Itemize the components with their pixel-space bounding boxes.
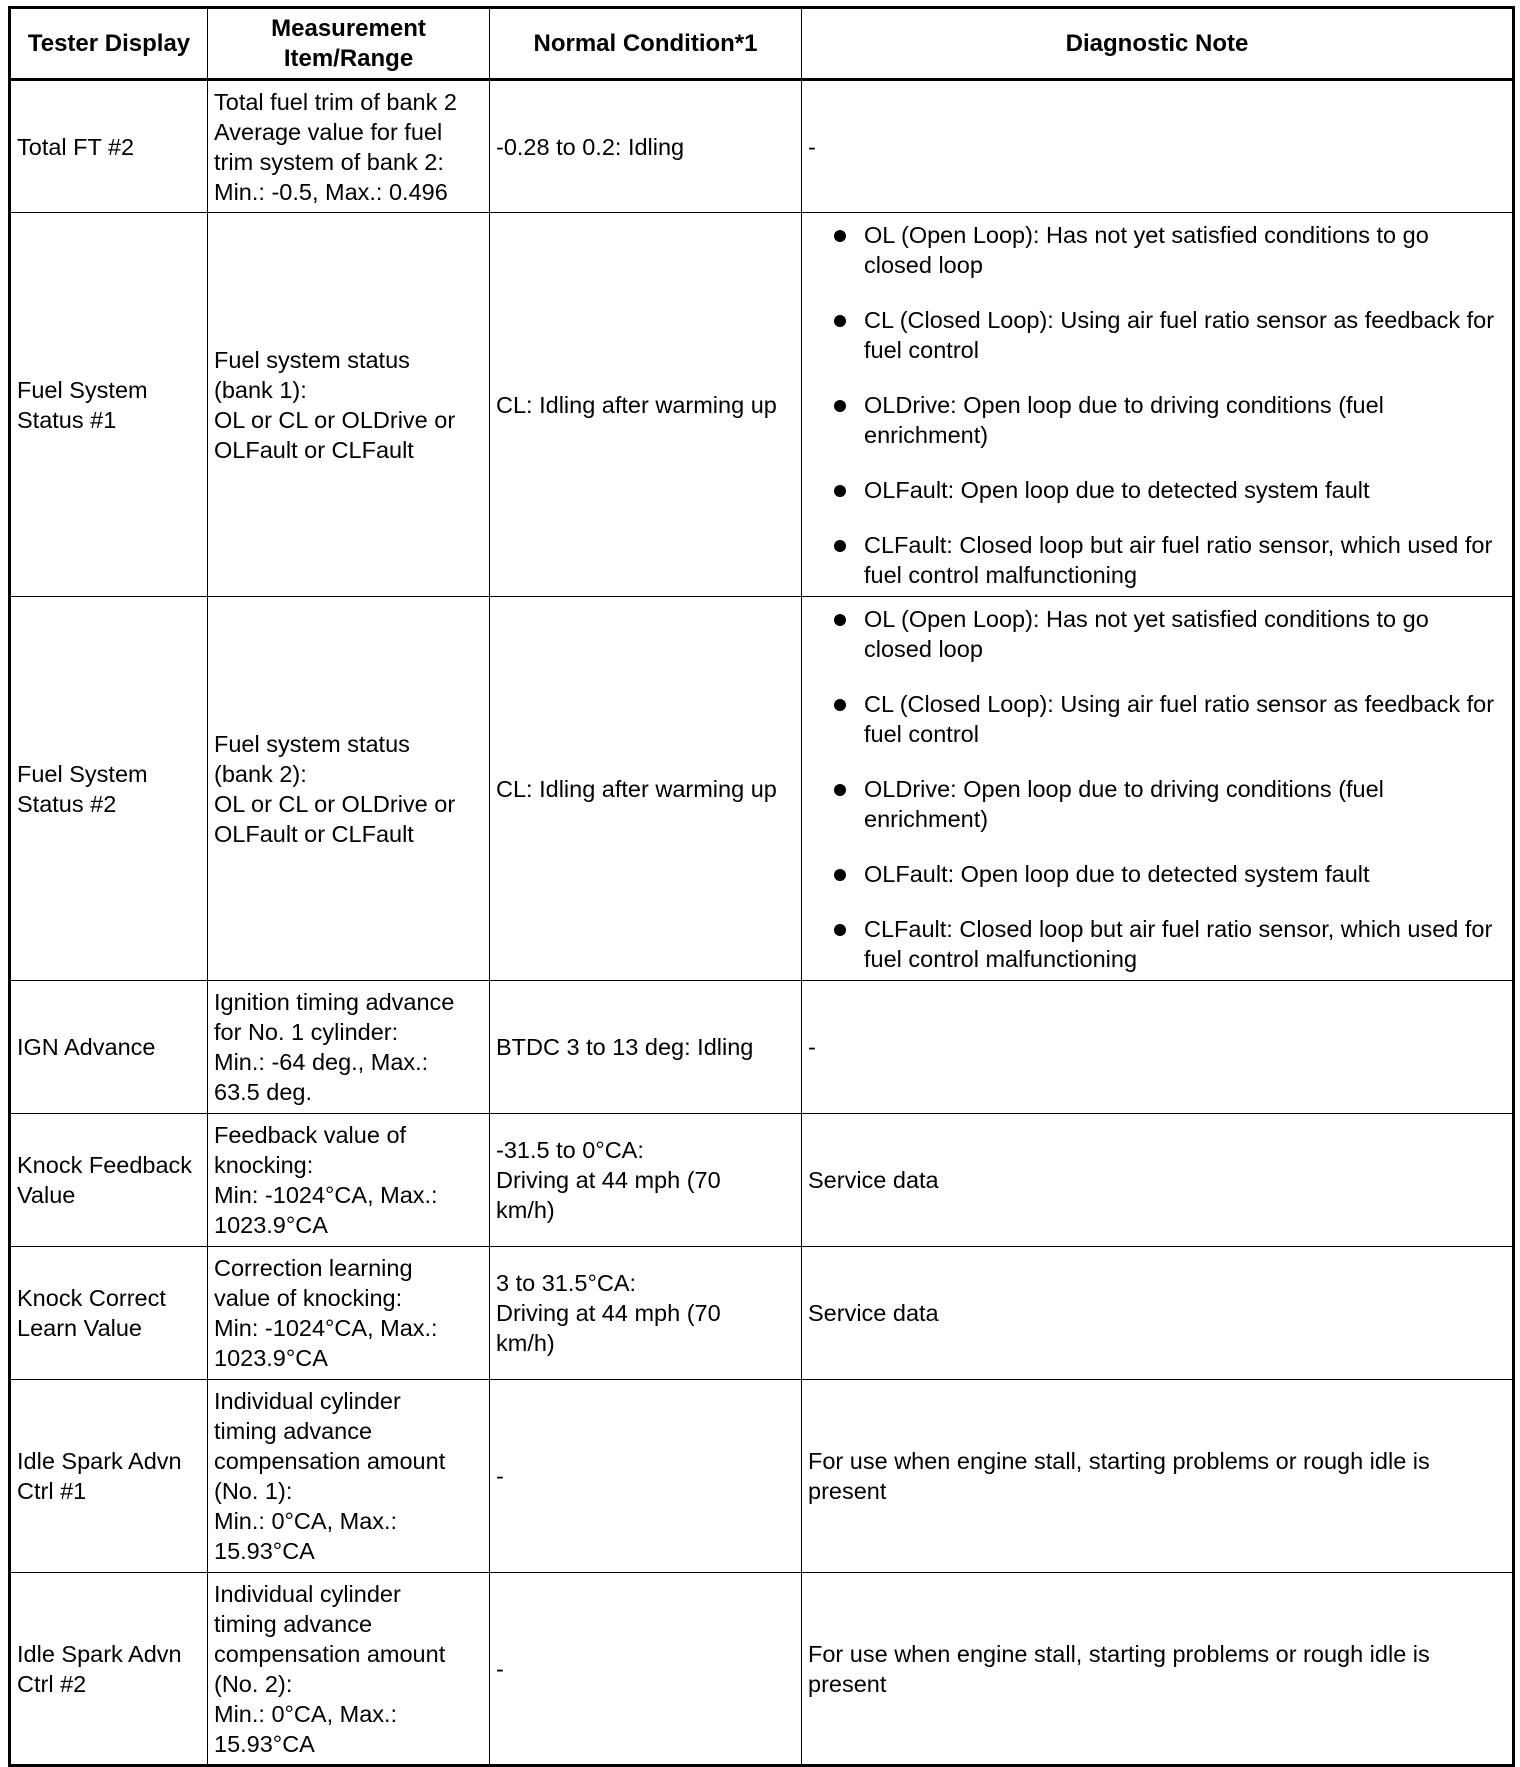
measurement-line: Min.: 0°CA, Max.:: [214, 1508, 398, 1534]
measurement-line: Fuel system status: [214, 730, 410, 757]
header-measurement: Measurement Item/Range: [208, 8, 490, 80]
normal-line: km/h): [496, 1197, 555, 1223]
list-item: [828, 305, 1502, 365]
header-diagnostic-note: Diagnostic Note: [802, 8, 1514, 80]
measurement-line: compensation amount: [214, 1640, 446, 1667]
header-tester-display: Tester Display: [10, 8, 208, 80]
bullet-icon: [834, 400, 846, 412]
tester-display-cell: Idle Spark Advn Ctrl #2: [10, 1573, 208, 1766]
normal-condition-cell: [490, 1247, 802, 1380]
measurement-line: 15.93°CA: [214, 1730, 315, 1757]
measurement-line: 1023.9°CA: [214, 1212, 328, 1238]
list-item: [828, 530, 1502, 590]
table-row: [10, 1573, 1514, 1766]
normal-condition-cell: [490, 1573, 802, 1766]
measurement-line: Individual cylinder: [214, 1388, 401, 1414]
measurement-line: value of knocking:: [214, 1285, 403, 1311]
diagnostic-note-list: [808, 604, 1506, 974]
diagnostic-note-cell: For use when engine stall, starting problems or rough idle is present: [802, 1573, 1514, 1766]
measurement-line: (bank 1):: [214, 376, 307, 403]
normal-condition-cell: [490, 80, 802, 213]
note-text: OLFault: Open loop due to detected system fault: [864, 860, 1370, 887]
table-row: [10, 1247, 1514, 1380]
diagnostic-note-cell: [802, 213, 1514, 597]
table-row: [10, 80, 1514, 213]
tester-display-cell: Idle Spark Advn Ctrl #1: [10, 1380, 208, 1573]
data-list-table: [8, 6, 1515, 1767]
list-item: [828, 220, 1502, 280]
measurement-line: Feedback value of: [214, 1122, 407, 1148]
normal-condition-cell: [490, 597, 802, 981]
normal-line: km/h): [496, 1330, 555, 1356]
note-text: OLDrive: Open loop due to driving conditions (fuel enrichment): [864, 391, 1384, 448]
normal-condition-cell: [490, 981, 802, 1114]
measurement-cell: [208, 597, 490, 981]
diagnostic-note-cell: Service data: [802, 1114, 1514, 1247]
measurement-line: Total fuel trim of bank 2: [214, 88, 457, 115]
measurement-line: 1023.9°CA: [214, 1345, 328, 1371]
measurement-line: (No. 1):: [214, 1478, 293, 1504]
measurement-line: (bank 2):: [214, 760, 307, 787]
note-text: OL (Open Loop): Has not yet satisfied conditions to go closed loop: [864, 605, 1429, 662]
note-text: CLFault: Closed loop but air fuel ratio sensor, which used for fuel control malfunctioning: [864, 915, 1493, 972]
header-row: [10, 8, 1514, 80]
measurement-line: knocking:: [214, 1152, 314, 1178]
measurement-cell: [208, 80, 490, 213]
measurement-line: Ignition timing advance: [214, 989, 455, 1015]
tester-display-cell: IGN Advance: [10, 981, 208, 1114]
table-row: [10, 213, 1514, 597]
diagnostic-note-list: [808, 220, 1506, 590]
bullet-icon: [834, 784, 846, 796]
measurement-line: Min.: -0.5, Max.: 0.496: [214, 178, 448, 205]
normal-line: Driving at 44 mph (70: [496, 1300, 721, 1326]
measurement-line: timing advance: [214, 1418, 373, 1444]
measurement-line: trim system of bank 2:: [214, 148, 444, 175]
normal-line: -: [496, 1463, 504, 1489]
diagnostic-note-cell: -: [802, 981, 1514, 1114]
diagnostic-note-cell: [802, 597, 1514, 981]
note-text: OLDrive: Open loop due to driving conditions (fuel enrichment): [864, 775, 1384, 832]
measurement-line: (No. 2):: [214, 1670, 293, 1697]
normal-line: CL: Idling after warming up: [496, 775, 777, 802]
table-row: [10, 981, 1514, 1114]
note-text: CL (Closed Loop): Using air fuel ratio sensor as feedback for fuel control: [864, 690, 1495, 747]
normal-line: -0.28 to 0.2: Idling: [496, 133, 685, 160]
measurement-line: Min.: 0°CA, Max.:: [214, 1700, 398, 1727]
measurement-line: Average value for fuel: [214, 118, 443, 145]
measurement-cell: [208, 1380, 490, 1573]
note-text: CL (Closed Loop): Using air fuel ratio sensor as feedback for fuel control: [864, 306, 1495, 363]
measurement-cell: [208, 981, 490, 1114]
measurement-line: 15.93°CA: [214, 1538, 315, 1564]
measurement-line: Min: -1024°CA, Max.:: [214, 1182, 438, 1208]
measurement-line: for No. 1 cylinder:: [214, 1019, 399, 1045]
diagnostic-note-cell: For use when engine stall, starting problems or rough idle is present: [802, 1380, 1514, 1573]
header-normal-condition: Normal Condition*1: [490, 8, 802, 80]
list-item: [828, 390, 1502, 450]
diagnostic-note-cell: -: [802, 80, 1514, 213]
measurement-line: Fuel system status: [214, 346, 410, 373]
measurement-line: OL or CL or OLDrive or: [214, 790, 456, 817]
bullet-icon: [834, 315, 846, 327]
bullet-icon: [834, 699, 846, 711]
list-item: [828, 475, 1502, 505]
measurement-cell: [208, 213, 490, 597]
list-item: [828, 859, 1502, 889]
measurement-line: Individual cylinder: [214, 1580, 401, 1607]
normal-line: BTDC 3 to 13 deg: Idling: [496, 1034, 754, 1060]
tester-display-cell: Knock Feedback Value: [10, 1114, 208, 1247]
table-row: [10, 1380, 1514, 1573]
measurement-cell: [208, 1573, 490, 1766]
measurement-line: 63.5 deg.: [214, 1079, 313, 1105]
table-row: [10, 1114, 1514, 1247]
note-text: OLFault: Open loop due to detected system fault: [864, 476, 1370, 503]
measurement-cell: [208, 1247, 490, 1380]
measurement-line: Correction learning: [214, 1255, 413, 1281]
bullet-icon: [834, 869, 846, 881]
measurement-line: OLFault or CLFault: [214, 820, 414, 847]
tester-display-cell: Fuel System Status #1: [10, 213, 208, 597]
normal-line: -: [496, 1655, 504, 1682]
note-text: OL (Open Loop): Has not yet satisfied conditions to go closed loop: [864, 221, 1429, 278]
normal-line: 3 to 31.5°CA:: [496, 1270, 637, 1296]
list-item: [828, 914, 1502, 974]
list-item: [828, 774, 1502, 834]
measurement-line: OL or CL or OLDrive or: [214, 406, 456, 433]
table-row: [10, 597, 1514, 981]
note-text: CLFault: Closed loop but air fuel ratio sensor, which used for fuel control malfunctioning: [864, 531, 1493, 588]
tester-display-cell: Knock Correct Learn Value: [10, 1247, 208, 1380]
tester-display-cell: Total FT #2: [10, 80, 208, 213]
normal-line: -31.5 to 0°CA:: [496, 1137, 644, 1163]
bullet-icon: [834, 540, 846, 552]
measurement-cell: [208, 1114, 490, 1247]
list-item: [828, 689, 1502, 749]
measurement-line: OLFault or CLFault: [214, 436, 414, 463]
bullet-icon: [834, 614, 846, 626]
list-item: [828, 604, 1502, 664]
normal-condition-cell: [490, 1114, 802, 1247]
normal-condition-cell: [490, 213, 802, 597]
measurement-line: timing advance: [214, 1610, 373, 1637]
normal-line: CL: Idling after warming up: [496, 391, 777, 418]
bullet-icon: [834, 485, 846, 497]
diagnostic-note-cell: Service data: [802, 1247, 1514, 1380]
measurement-line: compensation amount: [214, 1448, 446, 1474]
bullet-icon: [834, 230, 846, 242]
normal-condition-cell: [490, 1380, 802, 1573]
measurement-line: Min.: -64 deg., Max.:: [214, 1049, 429, 1075]
normal-line: Driving at 44 mph (70: [496, 1167, 721, 1193]
bullet-icon: [834, 924, 846, 936]
measurement-line: Min: -1024°CA, Max.:: [214, 1315, 438, 1341]
tester-display-cell: Fuel System Status #2: [10, 597, 208, 981]
